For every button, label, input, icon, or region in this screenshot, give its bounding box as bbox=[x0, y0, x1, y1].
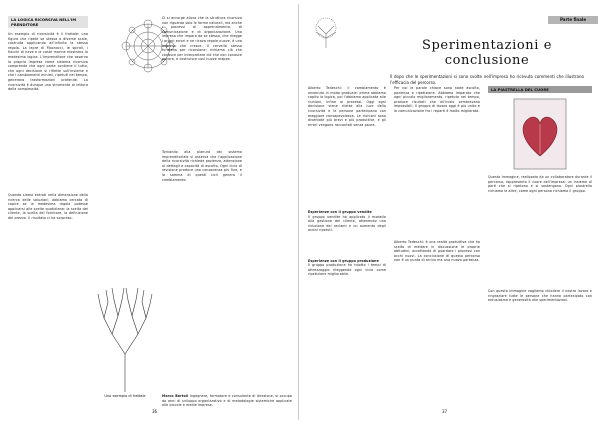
body-text: Il gruppo vendite ha applicato il modello alla gestione del cliente, ottenendo una riduzione dei reclami e un aumento degli ordini ripetuti. bbox=[308, 214, 386, 233]
body-text: Un esempio di ricorsività è il frattale: una figura che ripete se stessa a diverse scale, costruita applicando all'infinito la stessa regola. La lepre di Fibonacci, le spirali, i fiocchi di neve e le coste marine mostrano la medesima logica. L'imprenditore che osserva la propria impresa come sistema ricorsivo comprende che ogni parte contiene il tutto, che ogni decisione si riflette sull'insieme e che i cambiamenti minimi, ripetuti nel tempo, generano trasformazioni profonde. La ricorsività è dunque uno strumento di lettura della complessità. bbox=[8, 32, 88, 92]
body-text: Ci si accorge allora che la struttura ricorsiva non riguarda solo le forme naturali, ma anche i processi di apprendimento, di comunicazione e di organizzazione. Una impresa che impara da se stessa, che rilegge i propri errori e ne ricava regole nuove, è una impresa che cresce. Il cervello stesso funziona per ricorsione: richiama ciò che conosce per interpretare ciò che non conosce ancora, e costruisce così nuove mappe. bbox=[162, 16, 242, 62]
subheading: Esperienze con il gruppo vendite bbox=[308, 210, 372, 214]
body-text: Con questa immagine vogliamo chiudere il nostro lavoro e ringraziare tutte le persone che hanno partecipato con entusiasmo e generosità alle sperimentazioni. bbox=[488, 289, 592, 303]
left-column-1 bbox=[8, 16, 88, 371]
page-number: 37 bbox=[442, 409, 448, 414]
author-note-text bbox=[162, 394, 292, 408]
right-column-2 bbox=[394, 86, 480, 390]
heart-tile-image bbox=[513, 98, 567, 170]
title-block bbox=[382, 38, 592, 86]
author-name: Marco Bortoli bbox=[162, 394, 189, 398]
fractal-tree-image bbox=[94, 254, 156, 394]
fractal-figure-large bbox=[94, 254, 156, 398]
intro-text: Il dopo che le sperimentazioni si sono svolte nell'impresa ho ricevuto commenti che illustrano l'efficacia del percorso. bbox=[390, 74, 584, 85]
body-text: Quando siamo entrati nella dimensione della ricerca delle soluzioni, abbiamo cercato di capire se la medesima regola potesse applicarsi alle scelte quotidiane: la scelta del cliente, la scelta del fornitore, la definizione del prezzo. Il risultato ci ha sorpreso. bbox=[8, 193, 88, 220]
section-heading: LA LOGICA RICORSIVA NELL'IM PRENDITORE bbox=[8, 16, 88, 28]
body-text: Alberto Tedeschi: il cambiamento è avvenuto in modo graduale: prima abbiamo capito la logica, poi l'abbiamo applicata alle riunioni, infine ai processi. Oggi ogni decisione viene riletta alla luce della ricorsività e le persone partecipano con maggiore consapevolezza. Le riunioni sono diventate più brevi e più produttive, e gli errori vengono raccontati senza paura. bbox=[308, 86, 386, 127]
body-text: Questa immagine, realizzata da un collaboratore durante il percorso, rappresenta il cuore dell'impresa: un insieme di parti che si ripetono e si sostengono. Ogni piastrella richiama le altre, come ogni persona richiama il gruppo. bbox=[488, 175, 592, 193]
tree-logo bbox=[308, 16, 344, 50]
body-text: Alberto Tedeschi: è una realtà produttiva che ha scelto di mettere in discussione le proprie abitudini, accettando di guardare i processi con occhi nuovi. La conclusione di questo percorso non è un punto di arrivo ma una nuova partenza. bbox=[394, 240, 480, 263]
body-text: Il gruppo produzione ha ridotto i tempi di attrezzaggio rileggendo ogni ciclo come ripetizione migliorabile. bbox=[308, 263, 386, 277]
left-page bbox=[2, 4, 299, 420]
author-note bbox=[162, 394, 292, 408]
right-page bbox=[302, 4, 598, 420]
heart-tile-figure bbox=[488, 97, 592, 171]
tree-icon bbox=[308, 16, 344, 50]
right-column-1 bbox=[308, 86, 386, 303]
subheading: Esperienze con il gruppo produzione bbox=[308, 258, 379, 263]
section-header-band: Parte finale bbox=[548, 16, 598, 24]
body-text: Tornando alla pianura del sistema imprenditoriale si osserva che l'applicazione della ricorsività richiede pazienza, attenzione ai dettagli e capacità di ascolto. Ogni ciclo di revisione produce una conoscenza più fine, e la somma di questi cicli genera il cambiamento. bbox=[162, 150, 242, 182]
author-bio: Ingegnere, formatore e consulente di direzione, si occupa da anni di sviluppo organizzativo e di metodologie sistemiche applicate alle piccole e medie imprese. bbox=[162, 394, 293, 408]
page-number: 36 bbox=[152, 409, 158, 414]
section-heading: LA PIASTRELLA DEL CUORE bbox=[488, 86, 592, 93]
figure-caption: Uno esempio di frattale bbox=[104, 394, 146, 398]
page-title: Sperimentazioni e conclusione bbox=[421, 38, 553, 68]
right-column-3 bbox=[488, 86, 592, 379]
left-column-2 bbox=[162, 16, 242, 260]
body-text: Per noi le parole chiave sono state ascolto, pazienza e ripetizione. Abbiamo imparato che ogni piccolo miglioramento, ripetuto nel tempo, produce risultati che all'inizio sembravano impossibili. Il gruppo di lavoro oggi è più unito e la comunicazione fra i reparti è molto migliorata. bbox=[394, 86, 480, 113]
